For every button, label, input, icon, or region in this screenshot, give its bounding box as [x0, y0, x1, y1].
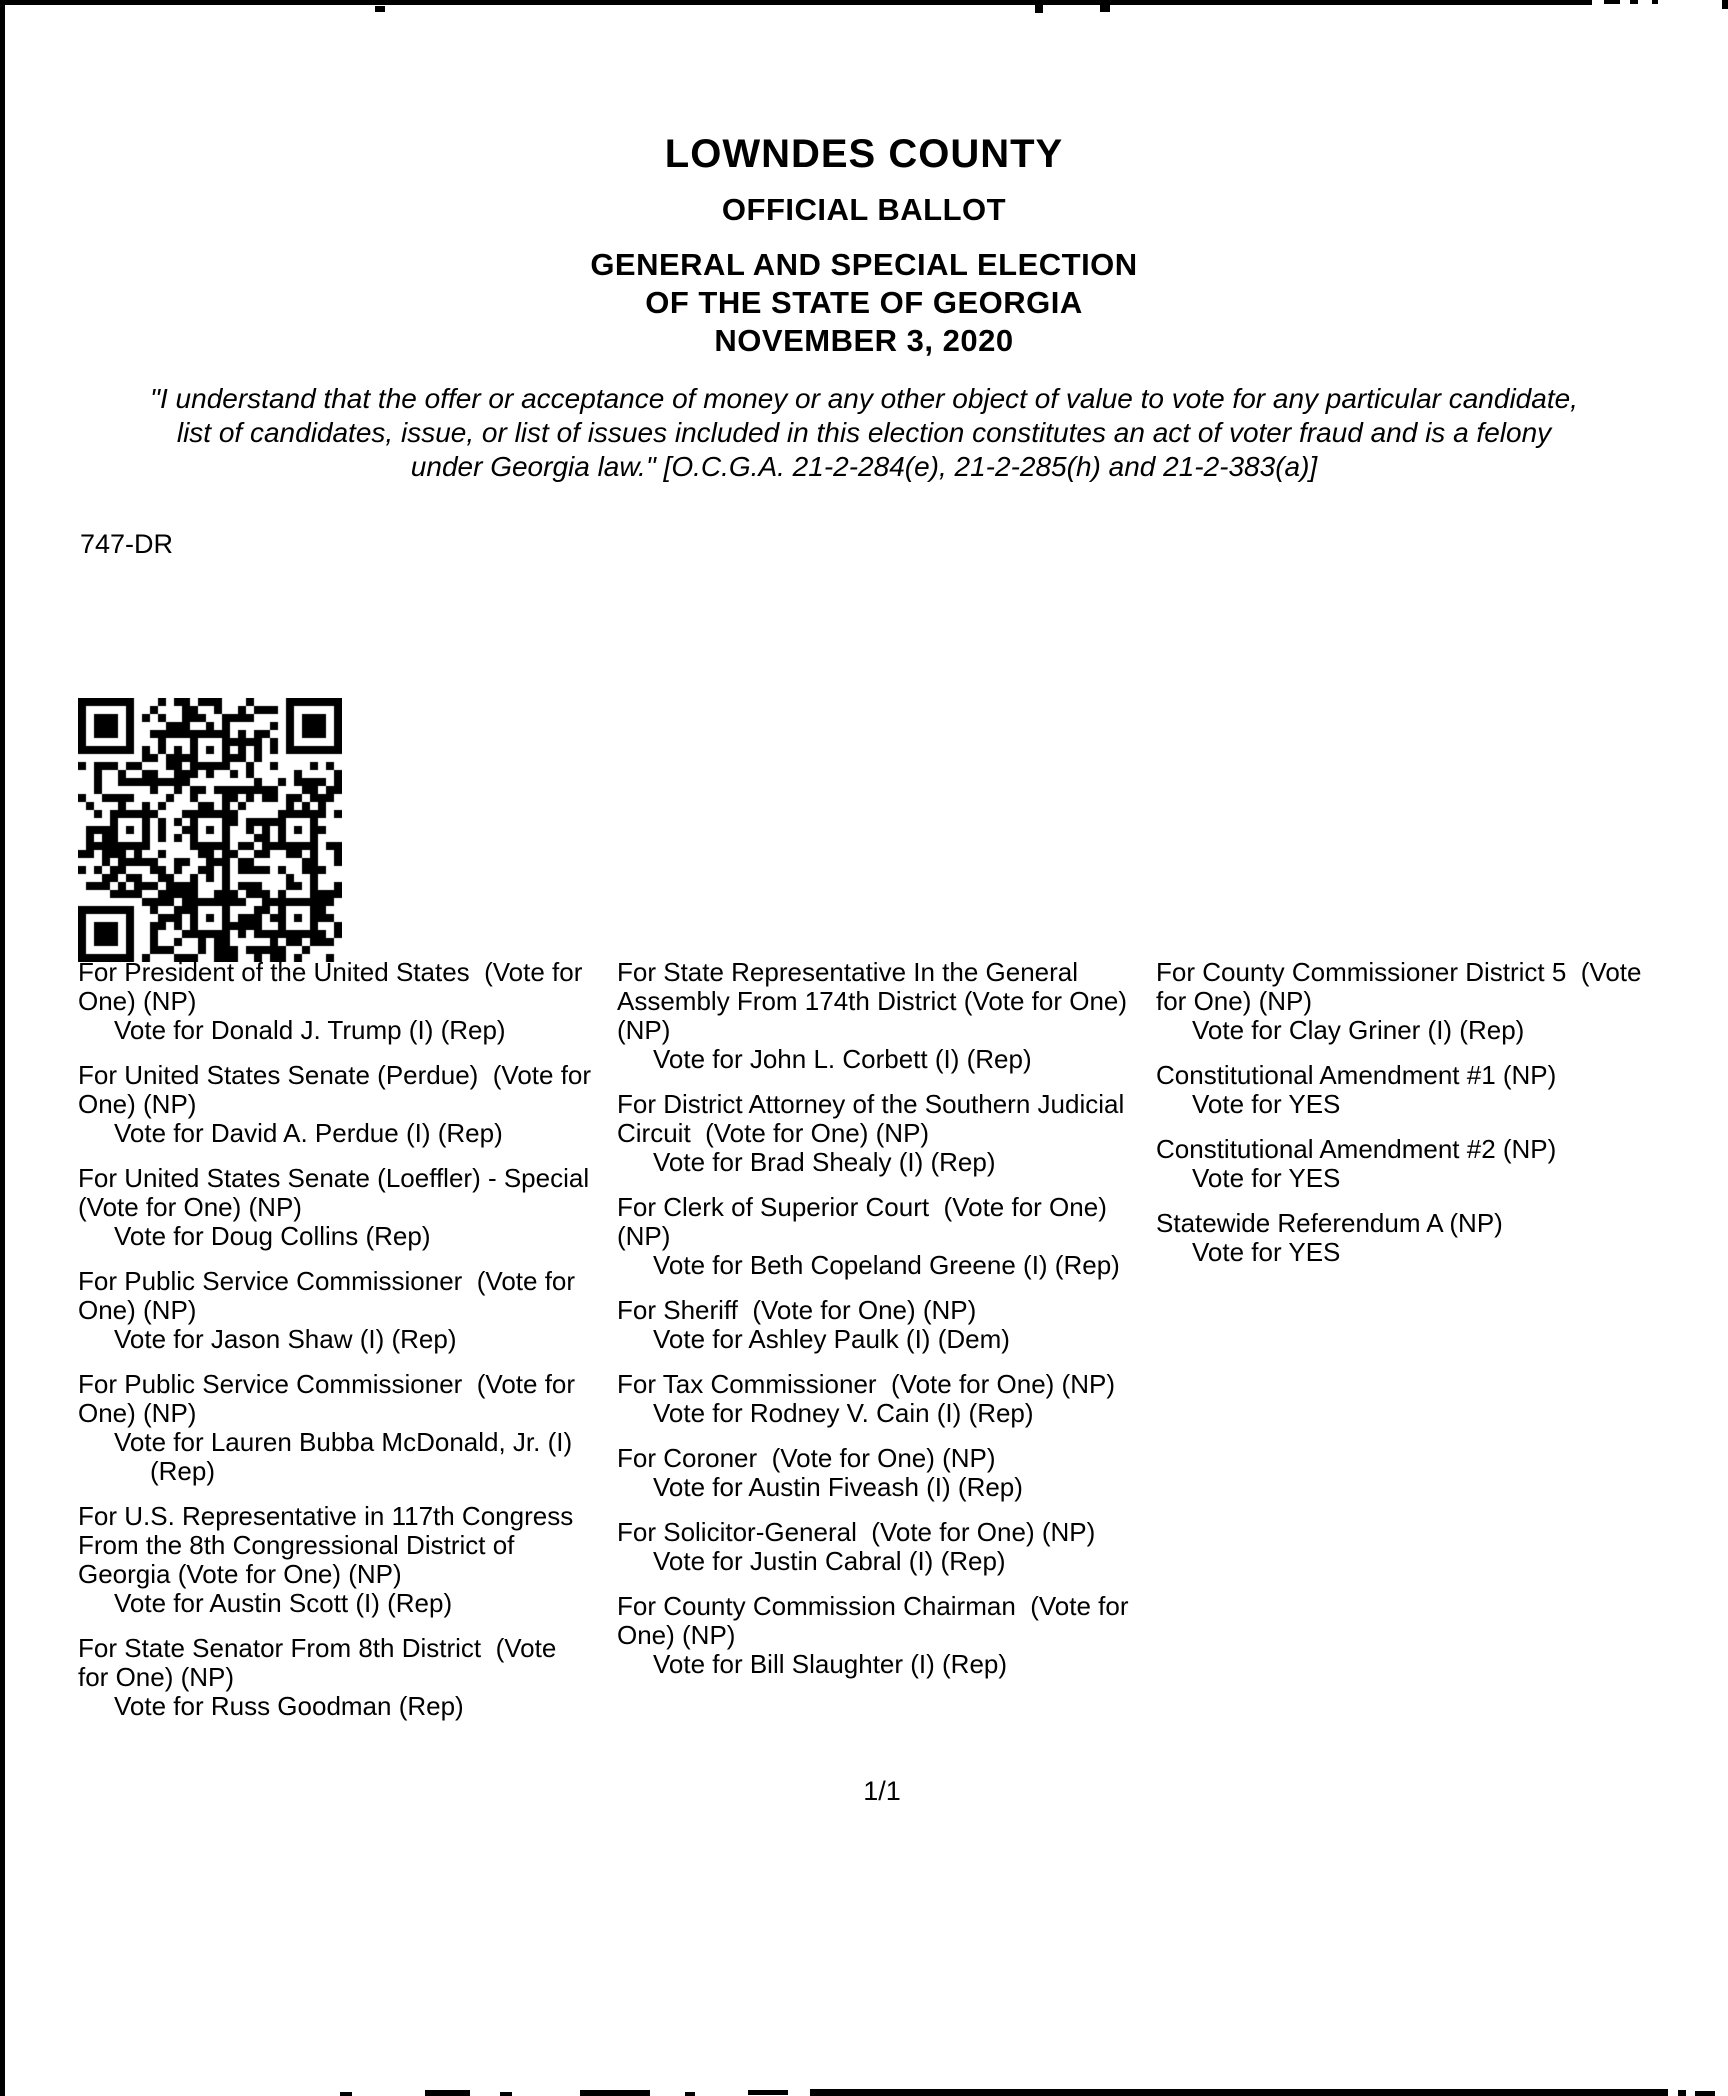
contest-title: For Solicitor-General (Vote for One) (NP): [617, 1517, 1096, 1547]
contest: [1156, 1061, 1671, 1119]
scan-artifact: [1722, 0, 1728, 9]
disclaimer-line-3: under Georgia law." [O.C.G.A. 21-2-284(e), 21-2-285(h) and 21-2-383(a)]: [410, 451, 1318, 482]
contest-title: For Coroner (Vote for One) (NP): [617, 1443, 996, 1473]
contest: [78, 1634, 593, 1721]
ballot-column: [78, 957, 604, 1737]
ballot-header: [0, 0, 1728, 360]
contest-title: For President of the United States (Vote for One) (NP): [78, 957, 590, 1016]
scan-artifact-bottom-edge: [810, 2089, 1668, 2096]
qr-code-container: [78, 698, 342, 962]
vote-line: Vote for Justin Cabral (I) (Rep): [653, 1546, 1006, 1576]
contest: [617, 1518, 1132, 1576]
contest: [1156, 1209, 1671, 1267]
contest: [617, 1193, 1132, 1280]
contest-title: For County Commission Chairman (Vote for One) (NP): [617, 1591, 1136, 1650]
vote-line: Vote for Rodney V. Cain (I) (Rep): [653, 1398, 1034, 1428]
contest-title: For Public Service Commissioner (Vote for One) (NP): [78, 1266, 583, 1325]
contest: [78, 1370, 593, 1486]
election-date: NOVEMBER 3, 2020: [714, 323, 1014, 358]
ballot-type-title: OFFICIAL BALLOT: [721, 192, 1007, 227]
contest: [78, 1163, 604, 1251]
vote-line: Vote for Donald J. Trump (I) (Rep): [114, 1015, 506, 1045]
contest-title: Constitutional Amendment #2 (NP): [1156, 1134, 1557, 1164]
contest: [1156, 958, 1671, 1045]
vote-line: Vote for Bill Slaughter (I) (Rep): [653, 1649, 1008, 1679]
scan-artifact: [1604, 0, 1620, 4]
ballot-column: [617, 957, 1136, 1737]
scan-artifact: [685, 2092, 695, 2096]
county-title: LOWNDES COUNTY: [664, 132, 1064, 176]
contest: [78, 1502, 593, 1618]
contest: [78, 1267, 593, 1354]
scan-artifact: [375, 6, 385, 12]
contest: [78, 958, 593, 1045]
fraud-disclaimer: [0, 382, 1728, 484]
contest: [617, 957, 1135, 1074]
contest-title: Constitutional Amendment #1 (NP): [1156, 1060, 1557, 1090]
contest-title: For District Attorney of the Southern Judicial Circuit (Vote for One) (NP): [617, 1089, 1132, 1148]
scan-artifact: [1630, 0, 1638, 4]
vote-line: Vote for YES: [1192, 1163, 1341, 1193]
contest: [617, 1591, 1136, 1679]
contest-title: For United States Senate (Perdue) (Vote for One) (NP): [78, 1060, 599, 1119]
scan-artifact: [748, 2090, 788, 2095]
scan-artifact-top-edge: [0, 0, 1592, 5]
contest-title: For Public Service Commissioner (Vote for One) (NP): [78, 1369, 583, 1428]
election-title: [0, 246, 1728, 360]
vote-line: Vote for Beth Copeland Greene (I) (Rep): [653, 1250, 1120, 1280]
contest-title: For Clerk of Superior Court (Vote for One) (NP): [617, 1192, 1115, 1251]
vote-line: Vote for YES: [1192, 1237, 1341, 1267]
ballot-column: [1156, 958, 1671, 1737]
scan-artifact: [1035, 5, 1043, 13]
contest-title: For Tax Commissioner (Vote for One) (NP): [617, 1369, 1115, 1399]
contest: [617, 1090, 1132, 1177]
vote-line: Vote for Austin Fiveash (I) (Rep): [653, 1472, 1023, 1502]
scan-artifact: [425, 2090, 470, 2096]
vote-line: Vote for Clay Griner (I) (Rep): [1192, 1015, 1525, 1045]
contest: [1156, 1135, 1671, 1193]
contest-title: For State Senator From 8th District (Vote for One) (NP): [78, 1633, 564, 1692]
qr-code: [78, 698, 342, 962]
scan-artifact: [340, 2092, 352, 2096]
contest: [617, 1370, 1132, 1428]
contest: [617, 1444, 1132, 1502]
contest: [78, 1060, 599, 1148]
scan-artifact: [1652, 0, 1658, 4]
election-line-1: GENERAL AND SPECIAL ELECTION: [590, 247, 1138, 282]
vote-line: Vote for Austin Scott (I) (Rep): [114, 1588, 453, 1618]
vote-line: Vote for Doug Collins (Rep): [114, 1221, 431, 1251]
contest-columns: [78, 958, 1671, 1737]
contest: [617, 1296, 1132, 1354]
disclaimer-line-2: list of candidates, issue, or list of issues included in this election constitutes an act of voter fraud and is a felony: [176, 417, 1552, 448]
contest-title: Statewide Referendum A (NP): [1156, 1208, 1503, 1238]
vote-line: Vote for YES: [1192, 1089, 1341, 1119]
vote-line: Vote for Brad Shealy (I) (Rep): [653, 1147, 996, 1177]
contest-title: For U.S. Representative in 117th Congress From the 8th Congressional District of Georgia (Vote for One) (NP): [78, 1501, 581, 1589]
contest-title: For Sheriff (Vote for One) (NP): [617, 1295, 977, 1325]
contest-title: For United States Senate (Loeffler) - Special (Vote for One) (NP): [78, 1163, 604, 1222]
vote-line: Vote for Lauren Bubba McDonald, Jr. (I) (Rep): [114, 1427, 580, 1486]
contest-title: For County Commissioner District 5 (Vote for One) (NP): [1156, 957, 1649, 1016]
contest-title: For State Representative In the General Assembly From 174th District (Vote for One) (NP): [617, 957, 1135, 1045]
vote-line: Vote for Ashley Paulk (I) (Dem): [653, 1324, 1010, 1354]
page-number: 1/1: [863, 1776, 901, 1806]
scan-artifact: [1695, 2091, 1715, 2096]
scan-artifact-left-edge: [0, 0, 5, 2096]
scan-artifact: [580, 2090, 650, 2096]
scan-artifact: [500, 2092, 512, 2096]
vote-line: Vote for John L. Corbett (I) (Rep): [653, 1044, 1032, 1074]
election-line-2: OF THE STATE OF GEORGIA: [645, 285, 1083, 320]
vote-line: Vote for Jason Shaw (I) (Rep): [114, 1324, 457, 1354]
vote-line: Vote for David A. Perdue (I) (Rep): [114, 1118, 503, 1148]
scan-artifact: [1678, 2090, 1686, 2096]
scan-artifact: [1100, 5, 1110, 12]
disclaimer-line-1: "I understand that the offer or acceptance of money or any other object of value to vote for any particular candidate,: [150, 383, 1578, 414]
vote-line: Vote for Russ Goodman (Rep): [114, 1691, 464, 1721]
ballot-style-number: 747-DR: [80, 529, 174, 559]
